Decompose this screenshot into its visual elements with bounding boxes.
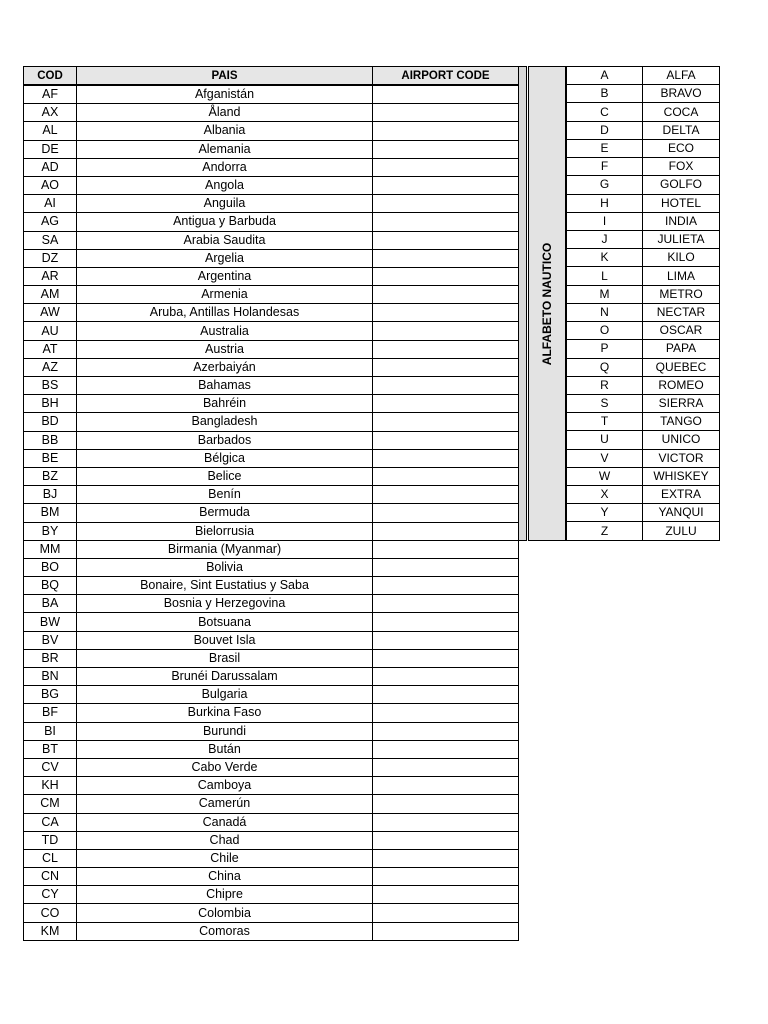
country-code-cell: BQ: [24, 577, 77, 595]
alphabet-row: [567, 467, 720, 485]
alphabet-word-cell: DELTA: [643, 121, 720, 139]
table-row: [24, 740, 519, 758]
airport-code-cell[interactable]: [373, 231, 519, 249]
country-code-cell: AI: [24, 195, 77, 213]
airport-code-cell[interactable]: [373, 431, 519, 449]
airport-code-cell[interactable]: [373, 340, 519, 358]
airport-code-cell[interactable]: [373, 886, 519, 904]
alphabet-letter-cell: K: [567, 249, 643, 267]
table-row: [24, 831, 519, 849]
country-name-cell: Armenia: [77, 286, 373, 304]
table-row: [24, 704, 519, 722]
alphabet-letter-cell: F: [567, 158, 643, 176]
country-code-cell: AL: [24, 122, 77, 140]
airport-code-cell[interactable]: [373, 377, 519, 395]
airport-code-cell[interactable]: [373, 158, 519, 176]
table-row: [24, 140, 519, 158]
country-code-cell: KH: [24, 777, 77, 795]
airport-code-cell[interactable]: [373, 449, 519, 467]
country-code-cell: TD: [24, 831, 77, 849]
airport-code-cell[interactable]: [373, 813, 519, 831]
alphabet-letter-cell: L: [567, 267, 643, 285]
table-row: [24, 231, 519, 249]
country-code-cell: BJ: [24, 486, 77, 504]
table-row: [24, 631, 519, 649]
alphabet-letter-cell: R: [567, 376, 643, 394]
country-name-cell: Angola: [77, 176, 373, 194]
country-code-cell: CN: [24, 868, 77, 886]
table-row: [24, 195, 519, 213]
table-row: [24, 486, 519, 504]
alphabet-letter-cell: X: [567, 486, 643, 504]
airport-code-cell[interactable]: [373, 195, 519, 213]
airport-code-cell[interactable]: [373, 304, 519, 322]
country-code-cell: AM: [24, 286, 77, 304]
country-name-cell: Argelia: [77, 249, 373, 267]
alphabet-letter-cell: N: [567, 303, 643, 321]
table-row: [24, 358, 519, 376]
country-code-cell: SA: [24, 231, 77, 249]
country-code-cell: BZ: [24, 467, 77, 485]
airport-code-cell[interactable]: [373, 795, 519, 813]
country-code-cell: AD: [24, 158, 77, 176]
alphabet-row: [567, 340, 720, 358]
country-name-cell: Barbados: [77, 431, 373, 449]
alphabet-word-cell: HOTEL: [643, 194, 720, 212]
table-row: [24, 540, 519, 558]
alphabet-word-cell: WHISKEY: [643, 467, 720, 485]
alphabet-row: [567, 267, 720, 285]
country-code-cell: CM: [24, 795, 77, 813]
table-row: [24, 886, 519, 904]
country-code-cell: BW: [24, 613, 77, 631]
alphabet-row: [567, 121, 720, 139]
header-pais: PAIS: [77, 67, 373, 86]
country-name-cell: Anguila: [77, 195, 373, 213]
airport-code-cell[interactable]: [373, 249, 519, 267]
table-row: [24, 849, 519, 867]
country-code-cell: DZ: [24, 249, 77, 267]
country-name-cell: Bosnia y Herzegovina: [77, 595, 373, 613]
alphabet-letter-cell: Q: [567, 358, 643, 376]
airport-code-cell[interactable]: [373, 686, 519, 704]
alphabet-word-cell: ROMEO: [643, 376, 720, 394]
alphabet-row: [567, 376, 720, 394]
country-name-cell: Afganistán: [77, 85, 373, 104]
alphabet-letter-cell: S: [567, 394, 643, 412]
airport-code-cell[interactable]: [373, 85, 519, 104]
table-row: [24, 522, 519, 540]
alphabet-word-cell: INDIA: [643, 212, 720, 230]
country-code-cell: BA: [24, 595, 77, 613]
country-code-cell: BO: [24, 558, 77, 576]
header-cod: COD: [24, 67, 77, 86]
alphabet-row: [567, 230, 720, 248]
alphabet-row: [567, 176, 720, 194]
alphabet-letter-cell: C: [567, 103, 643, 121]
table-row: [24, 649, 519, 667]
alphabet-word-cell: LIMA: [643, 267, 720, 285]
airport-code-cell[interactable]: [373, 176, 519, 194]
country-code-cell: BD: [24, 413, 77, 431]
country-name-cell: Botsuana: [77, 613, 373, 631]
alphabet-word-cell: JULIETA: [643, 230, 720, 248]
country-name-cell: Bolivia: [77, 558, 373, 576]
country-code-cell: BI: [24, 722, 77, 740]
table-row: [24, 686, 519, 704]
table-row: [24, 777, 519, 795]
table-row: [24, 377, 519, 395]
airport-code-cell[interactable]: [373, 213, 519, 231]
country-name-cell: Bélgica: [77, 449, 373, 467]
alphabet-letter-cell: B: [567, 85, 643, 103]
country-name-cell: Bahréin: [77, 395, 373, 413]
table-row: [24, 467, 519, 485]
alphabet-word-cell: QUEBEC: [643, 358, 720, 376]
table-row: [24, 722, 519, 740]
country-name-cell: Bahamas: [77, 377, 373, 395]
airport-code-cell[interactable]: [373, 504, 519, 522]
country-name-cell: Bermuda: [77, 504, 373, 522]
country-name-cell: Cabo Verde: [77, 758, 373, 776]
table-row: [24, 868, 519, 886]
alphabet-row: [567, 212, 720, 230]
table-row: [24, 577, 519, 595]
table-row: [24, 322, 519, 340]
airport-code-cell[interactable]: [373, 868, 519, 886]
country-code-cell: AU: [24, 322, 77, 340]
country-code-cell: KM: [24, 922, 77, 940]
country-code-cell: BN: [24, 668, 77, 686]
country-name-cell: Albania: [77, 122, 373, 140]
country-name-cell: Camerún: [77, 795, 373, 813]
alphabet-letter-cell: I: [567, 212, 643, 230]
alphabet-word-cell: TANGO: [643, 413, 720, 431]
alphabet-row: [567, 249, 720, 267]
alphabet-letter-cell: Y: [567, 504, 643, 522]
airport-code-cell[interactable]: [373, 467, 519, 485]
country-code-cell: CV: [24, 758, 77, 776]
airport-code-cell[interactable]: [373, 558, 519, 576]
table-row: [24, 104, 519, 122]
alphabet-letter-cell: T: [567, 413, 643, 431]
table-row: [24, 85, 519, 104]
country-code-cell: MM: [24, 540, 77, 558]
country-code-cell: CA: [24, 813, 77, 831]
table-row: [24, 304, 519, 322]
alphabet-letter-cell: H: [567, 194, 643, 212]
country-name-cell: Argentina: [77, 267, 373, 285]
airport-code-cell[interactable]: [373, 740, 519, 758]
airport-code-cell[interactable]: [373, 831, 519, 849]
alphabet-title: ALFABETO NAUTICO: [540, 242, 554, 365]
country-code-cell: BF: [24, 704, 77, 722]
country-name-cell: China: [77, 868, 373, 886]
country-name-cell: Bonaire, Sint Eustatius y Saba: [77, 577, 373, 595]
country-code-cell: BM: [24, 504, 77, 522]
alphabet-letter-cell: U: [567, 431, 643, 449]
alphabet-letter-cell: O: [567, 322, 643, 340]
airport-code-cell[interactable]: [373, 322, 519, 340]
airport-code-cell[interactable]: [373, 358, 519, 376]
airport-code-cell[interactable]: [373, 540, 519, 558]
alphabet-word-cell: ZULU: [643, 522, 720, 541]
country-code-cell: BT: [24, 740, 77, 758]
country-code-cell: AX: [24, 104, 77, 122]
alphabet-row: [567, 285, 720, 303]
country-name-cell: Bielorrusia: [77, 522, 373, 540]
country-name-cell: Canadá: [77, 813, 373, 831]
alphabet-row: [567, 85, 720, 103]
country-name-cell: Camboya: [77, 777, 373, 795]
airport-code-cell[interactable]: [373, 758, 519, 776]
country-table: [23, 66, 519, 941]
header-airport-code: AIRPORT CODE: [373, 67, 519, 86]
alphabet-word-cell: METRO: [643, 285, 720, 303]
table-row: [24, 213, 519, 231]
table-row: [24, 504, 519, 522]
alphabet-word-cell: OSCAR: [643, 322, 720, 340]
airport-code-cell[interactable]: [373, 122, 519, 140]
table-row: [24, 413, 519, 431]
country-code-cell: BV: [24, 631, 77, 649]
airport-code-cell[interactable]: [373, 267, 519, 285]
country-code-cell: AT: [24, 340, 77, 358]
nautical-alphabet-table: [566, 66, 720, 541]
country-name-cell: Benín: [77, 486, 373, 504]
table-row: [24, 340, 519, 358]
airport-code-cell[interactable]: [373, 613, 519, 631]
table-row: [24, 176, 519, 194]
alphabet-word-cell: FOX: [643, 158, 720, 176]
country-code-cell: AG: [24, 213, 77, 231]
table-row: [24, 668, 519, 686]
country-name-cell: Burundi: [77, 722, 373, 740]
country-name-cell: Brasil: [77, 649, 373, 667]
airport-code-cell[interactable]: [373, 704, 519, 722]
alphabet-letter-cell: G: [567, 176, 643, 194]
table-row: [24, 158, 519, 176]
table-row: [24, 286, 519, 304]
alphabet-row: [567, 194, 720, 212]
table-row: [24, 758, 519, 776]
table-row: [24, 431, 519, 449]
table-row: [24, 613, 519, 631]
table-row: [24, 558, 519, 576]
alphabet-row: [567, 413, 720, 431]
country-name-cell: Australia: [77, 322, 373, 340]
airport-code-cell[interactable]: [373, 904, 519, 922]
country-code-cell: BH: [24, 395, 77, 413]
airport-code-cell[interactable]: [373, 522, 519, 540]
airport-code-cell[interactable]: [373, 577, 519, 595]
airport-code-cell[interactable]: [373, 777, 519, 795]
alphabet-letter-cell: D: [567, 121, 643, 139]
country-name-cell: Chile: [77, 849, 373, 867]
alphabet-word-cell: SIERRA: [643, 394, 720, 412]
airport-code-cell[interactable]: [373, 668, 519, 686]
country-code-cell: BE: [24, 449, 77, 467]
alphabet-letter-cell: J: [567, 230, 643, 248]
country-name-cell: Chad: [77, 831, 373, 849]
country-code-cell: BR: [24, 649, 77, 667]
country-name-cell: Åland: [77, 104, 373, 122]
alphabet-word-cell: KILO: [643, 249, 720, 267]
alphabet-word-cell: BRAVO: [643, 85, 720, 103]
table-row: [24, 267, 519, 285]
airport-code-cell[interactable]: [373, 649, 519, 667]
alphabet-word-cell: NECTAR: [643, 303, 720, 321]
country-name-cell: Bulgaria: [77, 686, 373, 704]
alphabet-letter-cell: A: [567, 67, 643, 85]
table-row: [24, 449, 519, 467]
alphabet-row: [567, 103, 720, 121]
country-code-cell: DE: [24, 140, 77, 158]
alphabet-word-cell: EXTRA: [643, 486, 720, 504]
airport-code-cell[interactable]: [373, 286, 519, 304]
country-code-cell: AR: [24, 267, 77, 285]
alphabet-word-cell: ECO: [643, 139, 720, 157]
country-name-cell: Birmania (Myanmar): [77, 540, 373, 558]
country-code-cell: AW: [24, 304, 77, 322]
country-code-cell: CO: [24, 904, 77, 922]
alphabet-row: [567, 158, 720, 176]
column-separator: [519, 66, 527, 541]
alphabet-row: [567, 522, 720, 541]
table-row: [24, 395, 519, 413]
country-code-cell: BY: [24, 522, 77, 540]
airport-code-cell[interactable]: [373, 140, 519, 158]
alphabet-row: [567, 358, 720, 376]
airport-code-cell[interactable]: [373, 631, 519, 649]
airport-code-cell[interactable]: [373, 395, 519, 413]
country-name-cell: Arabia Saudita: [77, 231, 373, 249]
alphabet-row: [567, 431, 720, 449]
country-name-cell: Austria: [77, 340, 373, 358]
country-name-cell: Belice: [77, 467, 373, 485]
country-table-body: [24, 85, 519, 940]
table-row: [24, 813, 519, 831]
country-name-cell: Colombia: [77, 904, 373, 922]
country-name-cell: Bouvet Isla: [77, 631, 373, 649]
country-name-cell: Brunéi Darussalam: [77, 668, 373, 686]
airport-code-cell[interactable]: [373, 722, 519, 740]
alphabet-word-cell: GOLFO: [643, 176, 720, 194]
country-code-cell: BG: [24, 686, 77, 704]
country-name-cell: Bangladesh: [77, 413, 373, 431]
country-name-cell: Alemania: [77, 140, 373, 158]
airport-code-cell[interactable]: [373, 413, 519, 431]
alphabet-word-cell: ALFA: [643, 67, 720, 85]
country-name-cell: Bután: [77, 740, 373, 758]
alphabet-table-body: [567, 67, 720, 541]
alphabet-letter-cell: V: [567, 449, 643, 467]
alphabet-side-label-box: [528, 66, 566, 541]
airport-code-cell[interactable]: [373, 104, 519, 122]
country-code-cell: CL: [24, 849, 77, 867]
alphabet-word-cell: PAPA: [643, 340, 720, 358]
alphabet-word-cell: COCA: [643, 103, 720, 121]
country-code-cell: AO: [24, 176, 77, 194]
country-header-row: [24, 67, 519, 86]
table-row: [24, 122, 519, 140]
country-code-cell: CY: [24, 886, 77, 904]
table-row: [24, 595, 519, 613]
country-code-cell: AF: [24, 85, 77, 104]
country-name-cell: Aruba, Antillas Holandesas: [77, 304, 373, 322]
alphabet-row: [567, 504, 720, 522]
country-code-cell: BB: [24, 431, 77, 449]
table-row: [24, 795, 519, 813]
alphabet-row: [567, 449, 720, 467]
airport-code-cell[interactable]: [373, 922, 519, 940]
country-name-cell: Antigua y Barbuda: [77, 213, 373, 231]
alphabet-letter-cell: Z: [567, 522, 643, 541]
alphabet-word-cell: UNICO: [643, 431, 720, 449]
alphabet-row: [567, 303, 720, 321]
country-name-cell: Comoras: [77, 922, 373, 940]
country-name-cell: Burkina Faso: [77, 704, 373, 722]
country-name-cell: Azerbaiyán: [77, 358, 373, 376]
alphabet-word-cell: YANQUI: [643, 504, 720, 522]
alphabet-letter-cell: W: [567, 467, 643, 485]
alphabet-word-cell: VICTOR: [643, 449, 720, 467]
alphabet-row: [567, 67, 720, 85]
alphabet-row: [567, 322, 720, 340]
country-code-cell: AZ: [24, 358, 77, 376]
country-code-cell: BS: [24, 377, 77, 395]
table-row: [24, 249, 519, 267]
table-row: [24, 922, 519, 940]
alphabet-letter-cell: E: [567, 139, 643, 157]
airport-code-cell[interactable]: [373, 595, 519, 613]
alphabet-row: [567, 486, 720, 504]
airport-code-cell[interactable]: [373, 849, 519, 867]
alphabet-letter-cell: M: [567, 285, 643, 303]
country-name-cell: Chipre: [77, 886, 373, 904]
alphabet-row: [567, 394, 720, 412]
airport-code-cell[interactable]: [373, 486, 519, 504]
country-name-cell: Andorra: [77, 158, 373, 176]
alphabet-letter-cell: P: [567, 340, 643, 358]
table-row: [24, 904, 519, 922]
alphabet-row: [567, 139, 720, 157]
